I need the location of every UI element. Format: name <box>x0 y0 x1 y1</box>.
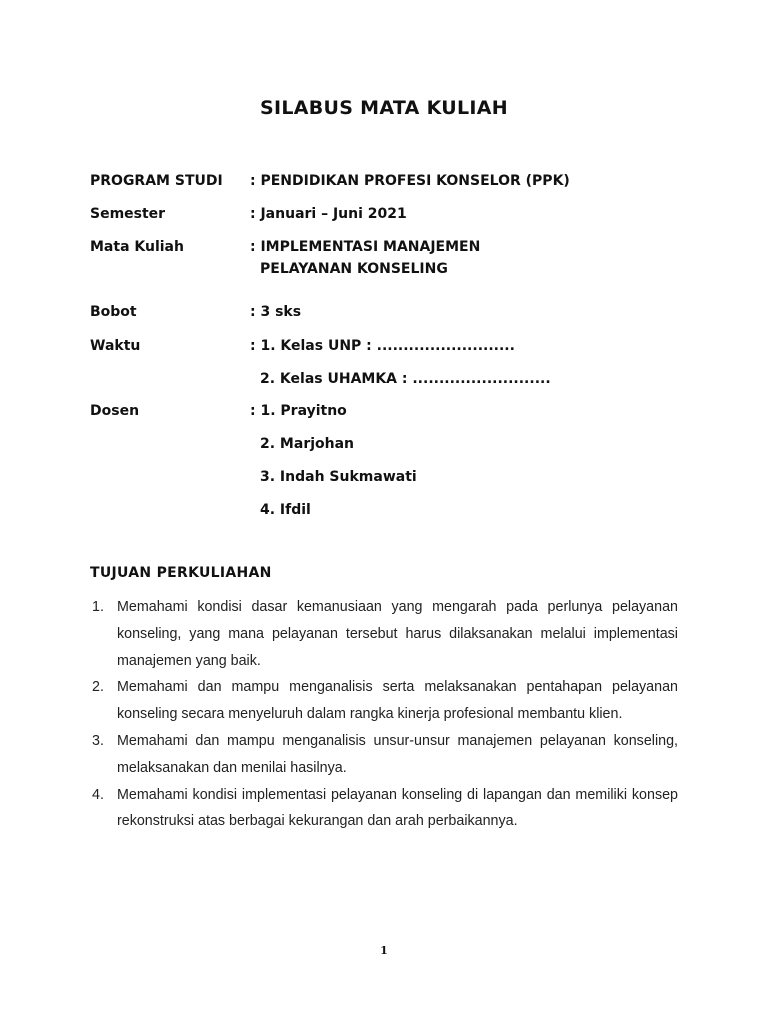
section-title: TUJUAN PERKULIAHAN <box>90 565 272 581</box>
info-value: : Januari – Juni 2021 <box>250 206 407 222</box>
list-text: Memahami dan mampu menganalisis unsur-unsur manajemen pelayanan konseling, melaksanakan dan menilai hasilnya. <box>117 732 678 776</box>
objectives-list <box>90 594 678 835</box>
info-value-continued: 4. Ifdil <box>260 502 311 518</box>
info-label: Mata Kuliah <box>90 239 184 255</box>
document-title: SILABUS MATA KULIAH <box>259 97 508 119</box>
list-text: Memahami kondisi implementasi pelayanan konseling di lapangan dan memiliki konsep rekonstruksi atas berbagai kekurangan dan arah perbaikannya. <box>117 786 678 830</box>
info-value: : 1. Prayitno <box>250 403 347 419</box>
info-value: : 3 sks <box>250 304 302 320</box>
list-number: 3. <box>92 732 104 749</box>
info-value-continued: PELAYANAN KONSELING <box>260 261 448 277</box>
list-text: Memahami kondisi dasar kemanusiaan yang mengarah pada perlunya pelayanan konseling, yang mana pelayanan tersebut harus dilaksanakan melalui implementasi manajemen yang baik. <box>117 599 678 669</box>
info-value-continued: 2. Marjohan <box>260 436 355 452</box>
info-value: : 1. Kelas UNP : .......................... <box>250 338 515 354</box>
info-label: PROGRAM STUDI <box>90 173 223 189</box>
info-value-continued: 2. Kelas UHAMKA : .......................... <box>260 371 551 387</box>
list-number: 2. <box>92 679 104 696</box>
list-number: 4. <box>92 786 104 803</box>
page-number: 1 <box>380 944 388 957</box>
info-label: Semester <box>90 206 166 222</box>
info-label: Waktu <box>90 338 141 354</box>
list-item <box>90 782 678 836</box>
info-value: : IMPLEMENTASI MANAJEMEN <box>250 239 481 255</box>
list-item <box>90 728 678 782</box>
info-label: Bobot <box>90 304 137 320</box>
info-value: : PENDIDIKAN PROFESI KONSELOR (PPK) <box>250 173 570 189</box>
info-value-continued: 3. Indah Sukmawati <box>260 469 417 485</box>
list-text: Memahami dan mampu menganalisis serta melaksanakan pentahapan pelayanan konseling secara menyeluruh dalam rangka kinerja profesional membantu klien. <box>117 679 678 723</box>
list-item <box>90 674 678 728</box>
list-number: 1. <box>92 599 104 615</box>
info-label: Dosen <box>90 403 140 419</box>
list-item <box>90 594 678 674</box>
